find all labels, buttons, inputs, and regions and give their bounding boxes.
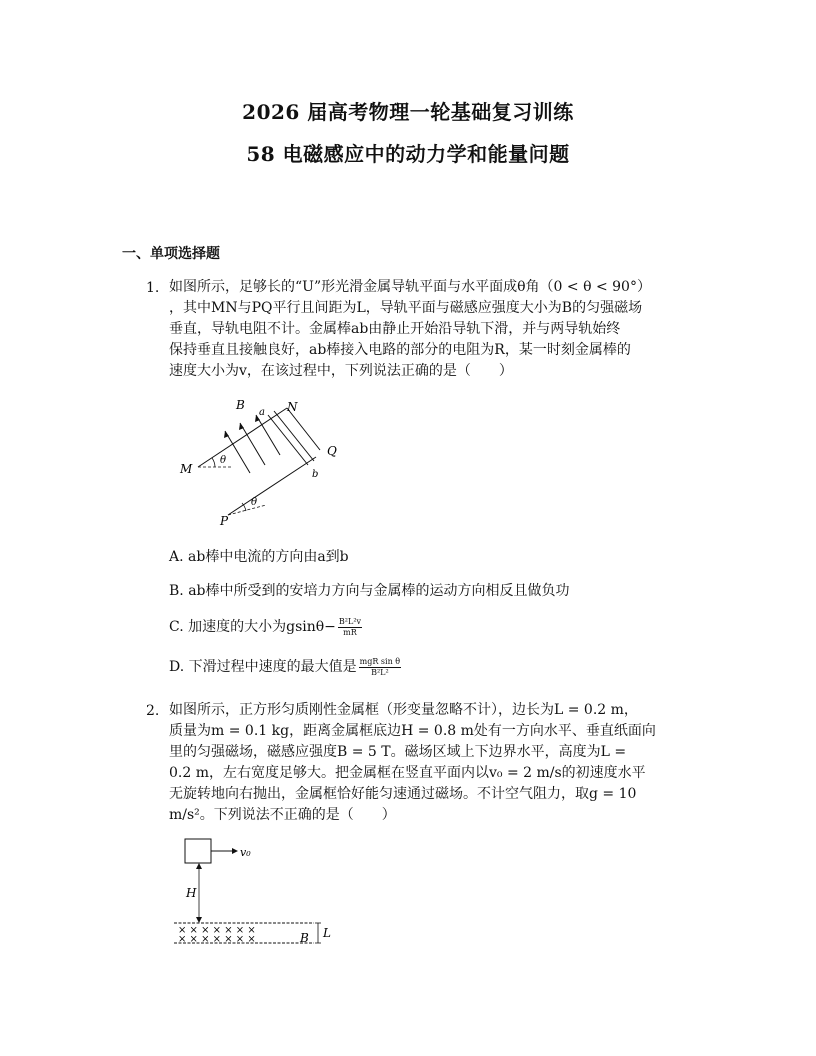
figure-label: B: [300, 931, 309, 945]
figure-label: L: [323, 926, 331, 940]
question-line: 如图所示，足够长的“U”形光滑金属导轨平面与水平面成θ角（0 < θ < 90°）: [169, 279, 651, 295]
question-line: 垂直，导轨电阻不计。金属棒ab由静止开始沿导轨下滑，并与两导轨始终: [169, 321, 621, 337]
fraction-numerator: B²L²v: [338, 616, 362, 626]
figure-label: M: [180, 462, 193, 476]
cross-row: × × × × × × ×: [178, 934, 256, 945]
question-1-figure: [170, 395, 340, 530]
cross-row: × × × × × × ×: [178, 925, 256, 936]
document-title: 2026 届高考物理一轮基础复习训练: [242, 100, 574, 124]
question-line: 质量为m = 0.1 kg，距离金属框底边H = 0.8 m处有一方向水平、垂直纸面向: [169, 723, 656, 739]
figure-label: θ: [220, 455, 227, 466]
fraction-denominator: mR: [343, 627, 357, 637]
figure-label: H: [186, 886, 197, 900]
fraction: [359, 657, 401, 678]
option-b[interactable]: B. ab棒中所受到的安培力方向与金属棒的运动方向相反且做负功: [169, 583, 570, 599]
question-line: ，其中MN与PQ平行且间距为L，导轨平面与磁感应强度大小为B的匀强磁场: [169, 300, 643, 316]
section-heading: 一、单项选择题: [122, 246, 220, 262]
question-line: 0.2 m，左右宽度足够大。把金属框在竖直平面内以v₀ = 2 m/s的初速度水平: [169, 765, 646, 781]
question-2-text: [169, 700, 709, 826]
question-number: 2.: [146, 703, 160, 719]
option-c[interactable]: [169, 616, 362, 638]
question-line: 如图所示，正方形匀质刚性金属框（形变量忽略不计），边长为L = 0.2 m，: [169, 702, 638, 718]
question-2-figure: [172, 835, 342, 950]
question-line: 保持垂直且接触良好，ab棒接入电路的部分的电阻为R，某一时刻金属棒的: [169, 342, 631, 358]
question-line: 速度大小为v，在该过程中，下列说法正确的是（ ）: [169, 363, 513, 379]
fraction-numerator: mgR sin θ: [359, 656, 401, 666]
figure-label: v₀: [240, 846, 251, 859]
option-c-text: C. 加速度的大小为gsinθ−: [169, 619, 336, 635]
figure-label: N: [287, 400, 298, 414]
figure-label: b: [312, 469, 319, 480]
option-d[interactable]: [169, 656, 401, 678]
option-a[interactable]: A. ab棒中电流的方向由a到b: [169, 549, 349, 565]
fraction: [338, 617, 362, 638]
figure-label: B: [236, 398, 245, 412]
question-1-text: [169, 277, 709, 382]
question-number: 1.: [146, 280, 160, 296]
option-d-text: D. 下滑过程中速度的最大值是: [169, 659, 357, 675]
question-line: m/s²。下列说法不正确的是（ ）: [169, 807, 396, 823]
figure-label: P: [220, 514, 229, 528]
document-subtitle: 58 电磁感应中的动力学和能量问题: [246, 142, 570, 166]
figure-label: Q: [327, 444, 337, 458]
figure-label: θ: [251, 497, 258, 508]
question-line: 无旋转地向右抛出，金属框恰好能匀速通过磁场。不计空气阻力，取g = 10: [169, 786, 637, 802]
fraction-denominator: B²L²: [371, 667, 389, 677]
figure-label: a: [259, 407, 265, 418]
question-line: 里的匀强磁场，磁感应强度B = 5 T。磁场区域上下边界水平，高度为L =: [169, 744, 627, 760]
